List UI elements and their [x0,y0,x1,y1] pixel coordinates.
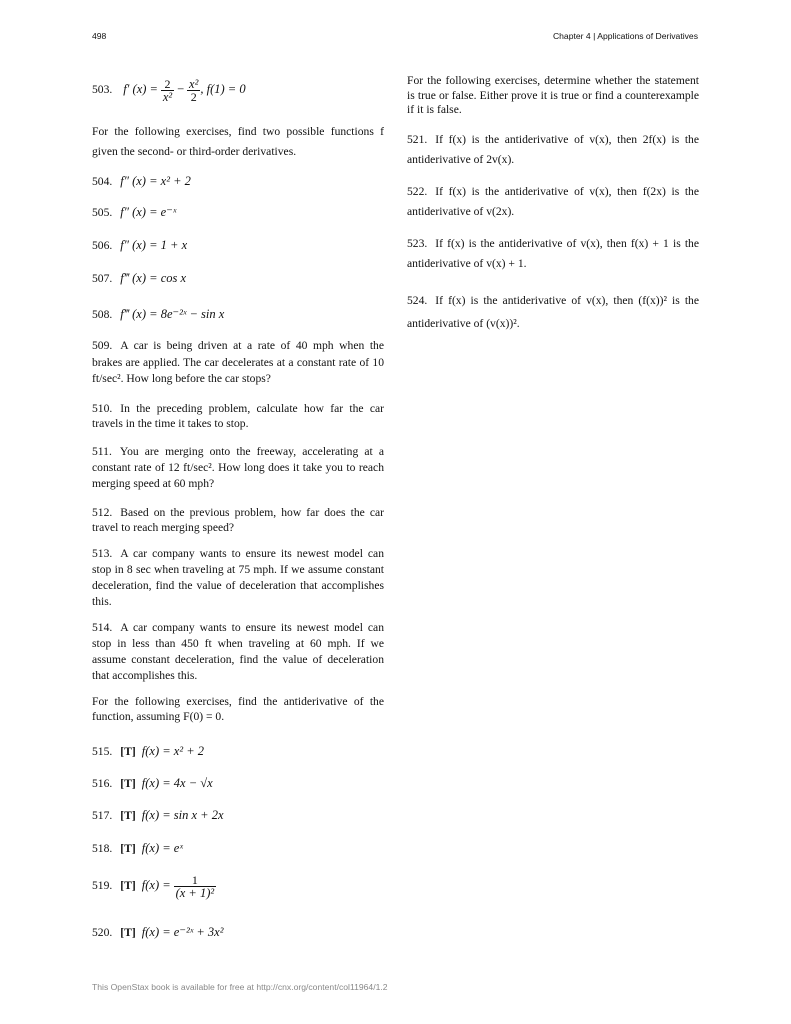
exercise-518: 518. [T] f(x) = eˣ [92,841,183,855]
instructions-521-524: For the following exercises, determine whether the statement is true or false. Either prove it is true or find a counterexample if it is false. [407,74,699,116]
exercise-517: 517. [T] f(x) = sin x + 2x [92,808,224,822]
footer-note: This OpenStax book is available for free at http://cnx.org/content/col11964/1.2 [92,982,388,992]
fraction: $\frac{\text{x²}}{2}$ [189,77,199,104]
exercise-514: 514. A car company wants to ensure its newest model can stop in less than 450 ft when traveling at 60 mph. If we assume constant deceleration, find the value of deceleration that accomplishes this. [92,621,384,682]
exercise-521: 521. If f(x) is the antiderivative of v(x), then 2f(x) is the antiderivative of 2v(x). [407,133,699,166]
exercise-506: 506. f″ (x) = 1 + x [92,238,188,252]
exercise-524: 524. If f(x) is the antiderivative of v(x), then (f(x))² is the antiderivative of (v(x))². [407,294,699,330]
exercise-512: 512. Based on the previous problem, how far does the car travel to reach merging speed? [92,506,384,534]
exercise-522: 522. If f(x) is the antiderivative of v(x), then f(2x) is the antiderivative of v(2x). [407,185,699,218]
instructions-515-520: For the following exercises, find the antiderivative of the function, assuming F(0) = 0. [92,695,384,723]
exercise-511: 511. You are merging onto the freeway, accelerating at a constant rate of 12 ft/sec². How long does it take you to reach merging speed at 60 mph? [92,445,384,490]
exercise-505: 505. f″ (x) = e⁻ˣ [92,205,177,219]
exercise-519: 519. [T] f(x) = $\frac{1}{\text{(x + 1)²}}$ [92,873,215,900]
exercise-507: 507. f‴ (x) = cos x [92,271,187,285]
exercise-509: 509. A car is being driven at a rate of 40 mph when the brakes are applied. The car decelerates at a constant rate of 10 ft/sec². How long before the car stops? [92,339,384,385]
page-number: 498 [92,31,107,41]
fraction: $\frac{2}{\text{x²}}$ [162,77,173,104]
fraction: $\frac{1}{\text{(x + 1)²}}$ [175,873,215,900]
instructions-504-508: For the following exercises, find two possible functions f given the second- or third-order derivatives. [92,125,384,158]
exercise-504: 504. f″ (x) = x² + 2 [92,174,191,188]
exercise-513: 513. A car company wants to ensure its newest model can stop in 8 sec when traveling at 75 mph. If we assume constant deceleration, find the value of deceleration that accomplishes this. [92,547,384,608]
exercise-523: 523. If f(x) is the antiderivative of v(x), then f(x) + 1 is the antiderivative of v(x) + 1. [407,237,699,270]
exercise-520: 520. [T] f(x) = e⁻²ˣ + 3x² [92,925,224,939]
exercise-508: 508. f‴ (x) = 8e⁻²ˣ − sin x [92,307,225,321]
exercise-503: 503. f′ (x) = $\frac{2}{\text{x²}}$ − $\frac{\text{x²}}{2}$ , f(1) = 0 [92,77,246,104]
exercise-515: 515. [T] f(x) = x² + 2 [92,744,205,758]
exercise-516: 516. [T] f(x) = 4x − √x [92,776,213,790]
exercise-510: 510. In the preceding problem, calculate how far the car travels in the time it takes to stop. [92,402,384,430]
chapter-header: Chapter 4 | Applications of Derivatives [552,31,698,41]
